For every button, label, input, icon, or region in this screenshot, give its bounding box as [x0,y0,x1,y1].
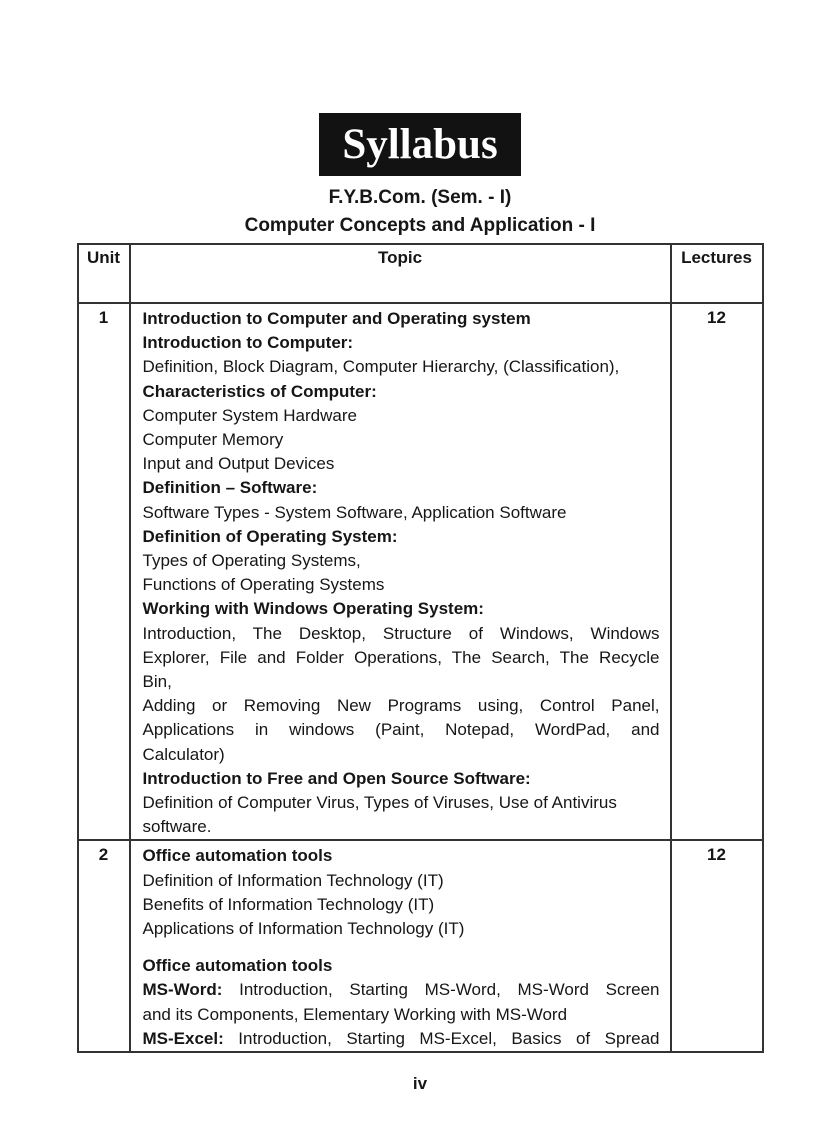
subject-heading: Computer Concepts and Application - I [244,215,596,236]
lectures-count: 12 [671,303,763,840]
topic-line: Input and Output Devices [142,454,335,474]
topic-line: Definition, Block Diagram, Computer Hierarchy, (Classification), [142,357,620,377]
column-header-lectures: Lectures [671,244,763,303]
table-row [78,303,763,840]
topic-line: Explorer, File and Folder Operations, The Search, The Recycle [142,647,660,667]
topic-line: Definition of Computer Virus, Types of Viruses, Use of Antivirus [142,793,617,813]
topic-line: Definition – Software: [142,478,318,498]
topic-line: Software Types - System Software, Application Software [142,502,567,522]
topic-line: and its Components, Elementary Working with MS-Word [142,1004,568,1024]
topic-line: Working with Windows Operating System: [142,599,484,619]
column-header-unit: Unit [78,244,130,303]
table-row [78,840,763,1052]
unit-number: 1 [78,303,130,840]
topic-line: Introduction to Computer: [142,333,354,353]
topic-cell [130,840,671,1052]
page-number: iv [412,1074,428,1094]
topic-line: Applications in windows (Paint, Notepad, WordPad, and [142,720,660,740]
topic-line: Benefits of Information Technology (IT) [142,894,435,914]
topic-line: Computer System Hardware [142,405,357,425]
topic-line: software. [142,817,212,837]
banner-title: Syllabus [342,121,498,168]
topic-line: Calculator) [142,744,225,764]
topic-spacer [143,941,660,954]
topic-line: Definition of Information Technology (IT) [142,870,444,890]
topic-cell [130,303,671,840]
course-heading: F.Y.B.Com. (Sem. - I) [328,187,512,208]
topic-line: Office automation tools [142,846,333,866]
topic-line: Adding or Removing New Programs using, Control Panel, [142,696,660,716]
topic-line: Office automation tools [142,956,333,976]
topic-line: Introduction to Computer and Operating system [142,309,531,328]
topic-line: Definition of Operating System: [142,526,398,546]
lectures-count: 12 [671,840,763,1052]
table-header-row [78,244,763,303]
topic-line: Bin, [142,672,172,692]
topic-line: Introduction to Free and Open Source Software: [142,768,531,788]
topic-line: Introduction, The Desktop, Structure of Windows, Windows [142,623,660,643]
column-header-topic: Topic [130,244,671,303]
topic-line: MS-Excel: Introduction, Starting MS-Excel, Basics of Spread [142,1028,660,1048]
topic-line: Applications of Information Technology (IT) [142,919,465,939]
unit-number: 2 [78,840,130,1052]
topic-line: MS-Word: Introduction, Starting MS-Word, MS-Word Screen [142,980,660,1000]
topic-line: Characteristics of Computer: [142,381,377,401]
syllabus-table [77,243,764,1053]
syllabus-banner [319,113,521,176]
topic-line: Computer Memory [142,430,284,450]
topic-line: Functions of Operating Systems [142,575,385,595]
topic-line: Types of Operating Systems, [142,551,361,571]
